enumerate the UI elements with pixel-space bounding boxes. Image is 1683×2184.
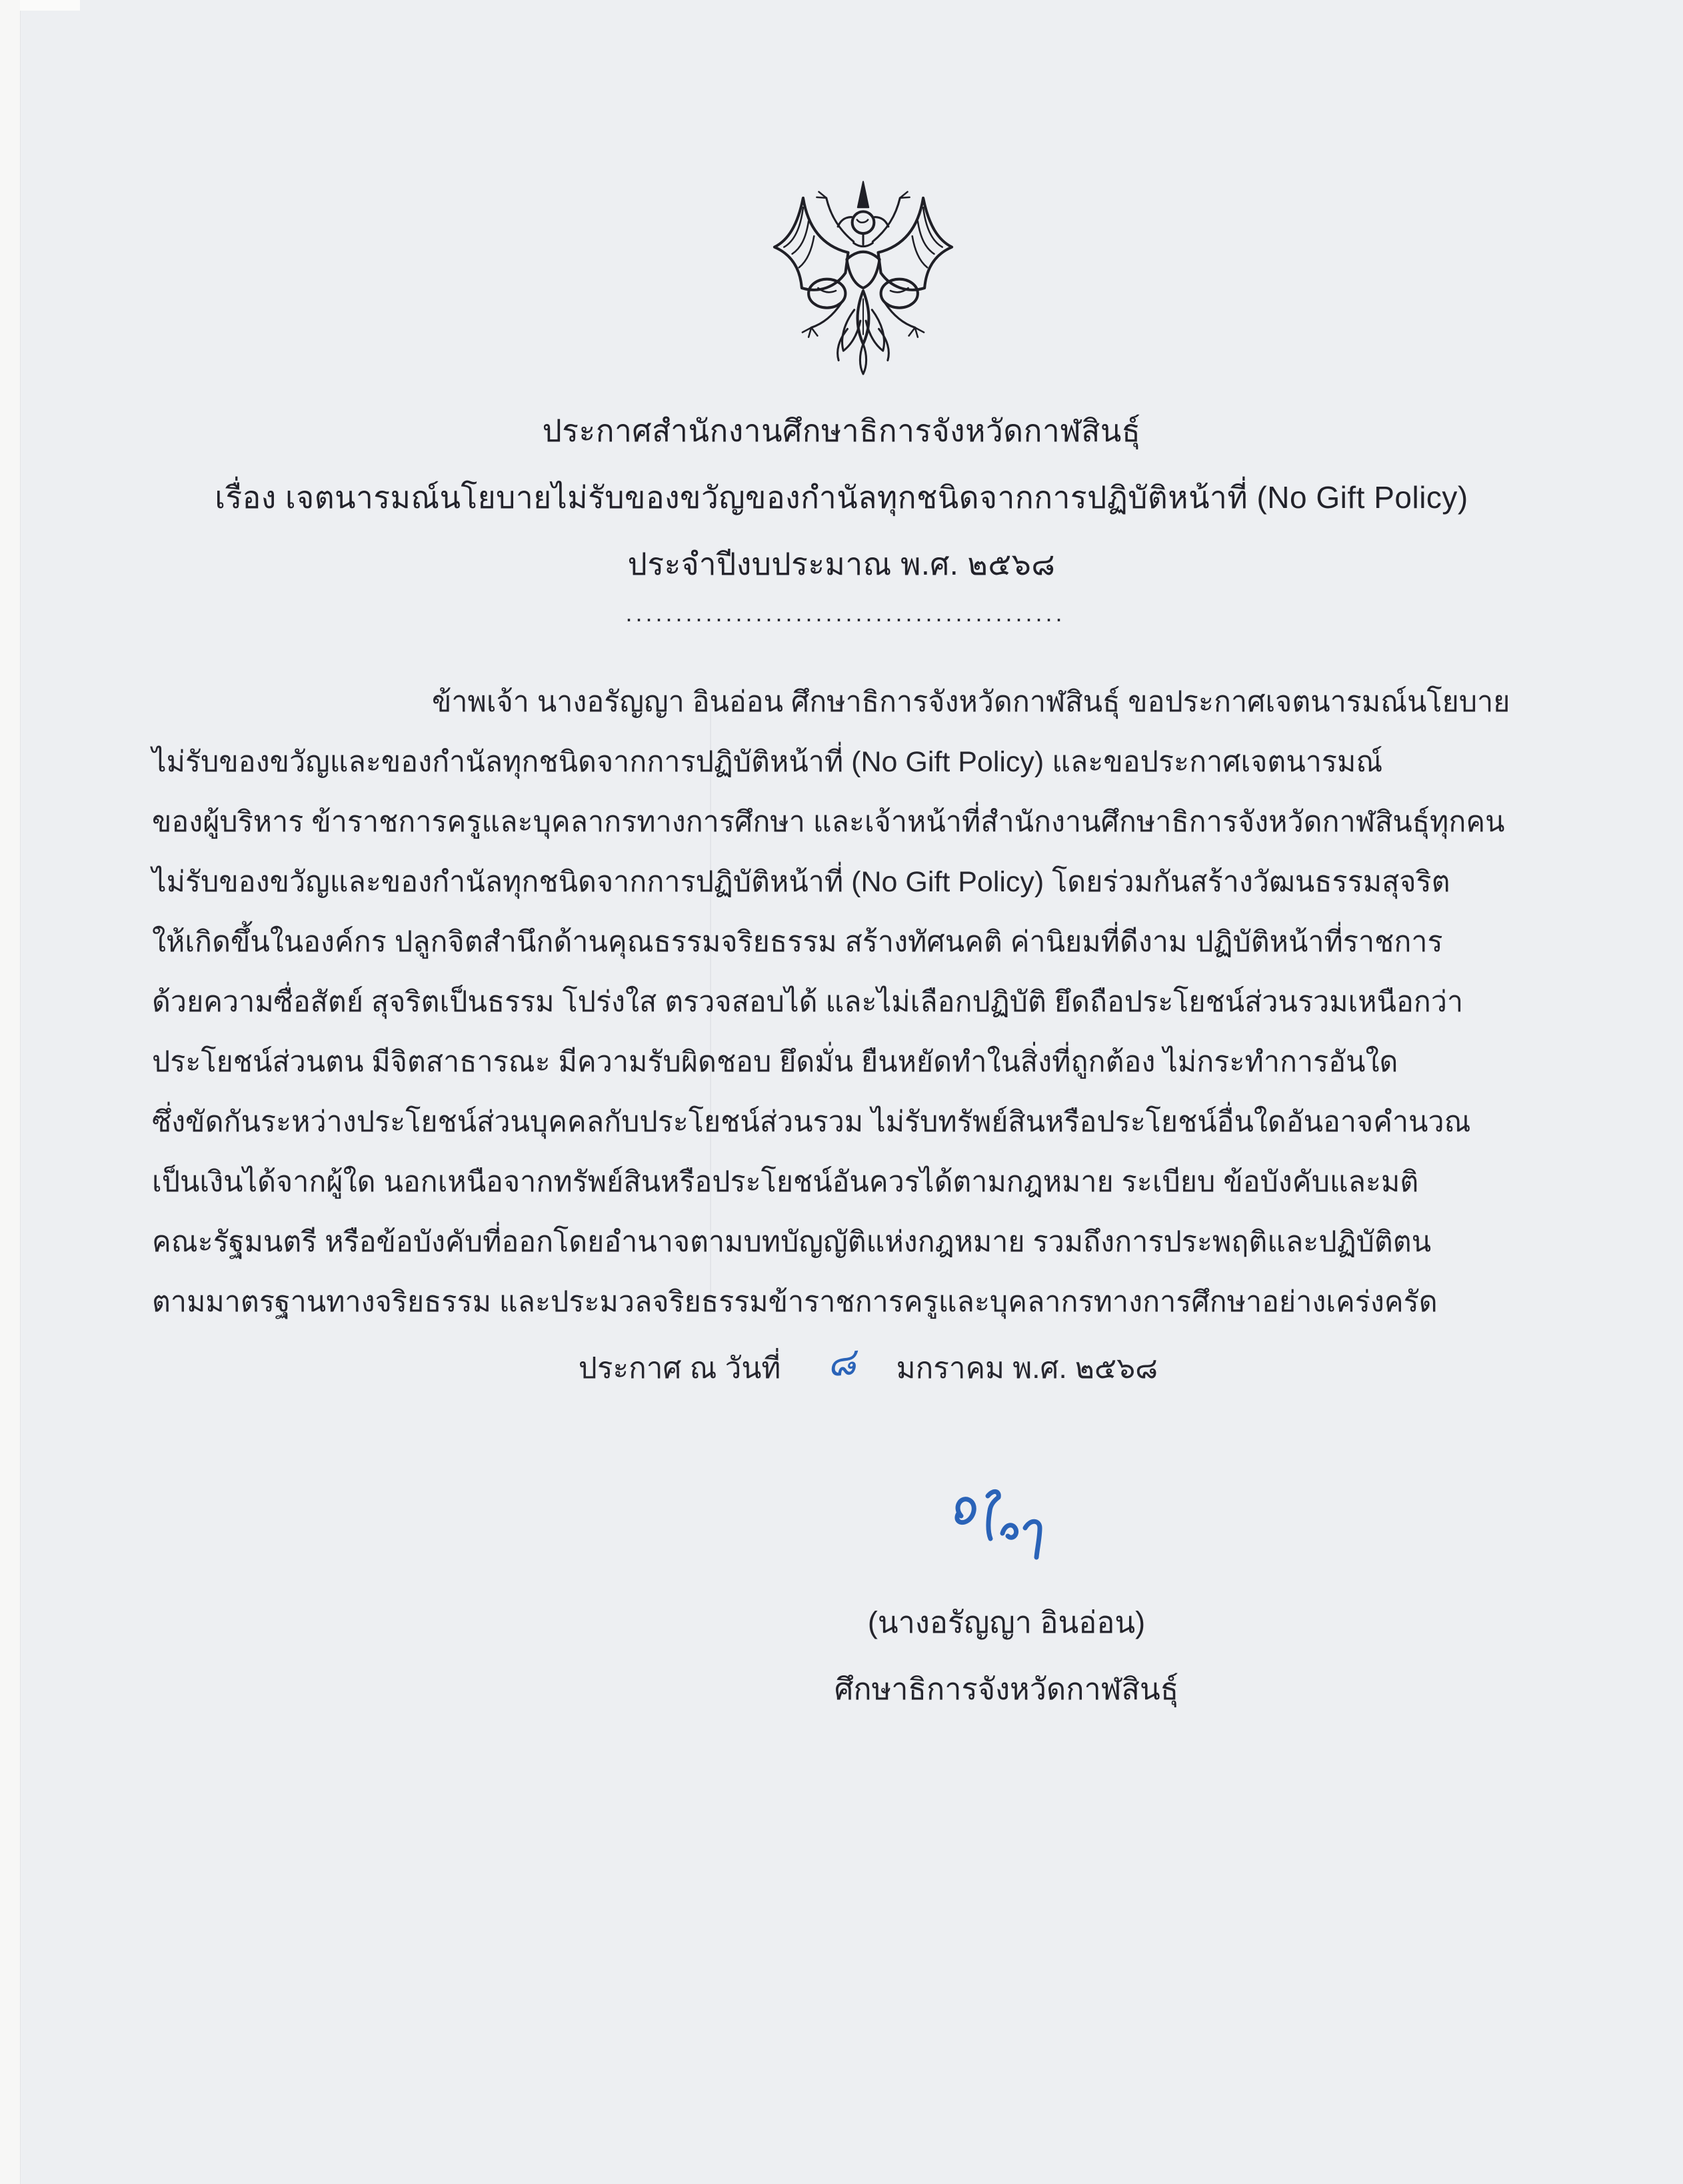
handwritten-signature bbox=[938, 1481, 1065, 1568]
body-line: ประโยชน์ส่วนตน มีจิตสาธารณะ มีความรับผิดชอบ ยึดมั่น ยืนหยัดทำในสิ่งที่ถูกต้อง ไม่กระทำการอันใด bbox=[152, 1046, 1398, 1078]
body-line: ไม่รับของขวัญและของกำนัลทุกชนิดจากการปฏิบัติหน้าที่ (No Gift Policy) โดยร่วมกันสร้างวัฒนธรรมสุจริต bbox=[152, 866, 1450, 898]
body-line: ของผู้บริหาร ข้าราชการครูและบุคลากรทางการศึกษา และเจ้าหน้าที่สำนักงานศึกษาธิการจังหวัดกาฬสินธุ์ทุกคน bbox=[152, 806, 1505, 838]
document-header bbox=[0, 397, 1683, 597]
garuda-emblem-icon bbox=[760, 172, 966, 404]
signature-block bbox=[760, 1599, 1253, 1713]
body-line: เป็นเงินได้จากผู้ใด นอกเหนือจากทรัพย์สินหรือประโยชน์อันควรได้ตามกฎหมาย ระเบียบ ข้อบังคับและมติ bbox=[152, 1166, 1419, 1198]
scan-edge-artifact bbox=[20, 0, 80, 11]
announcement-body bbox=[152, 672, 1568, 1332]
dotted-divider: ............................................ bbox=[625, 599, 1066, 627]
announcement-office-title: ประกาศสำนักงานศึกษาธิการจังหวัดกาฬสินธุ์ bbox=[542, 413, 1141, 448]
body-line: ด้วยความซื่อสัตย์ สุจริตเป็นธรรม โปร่งใส ตรวจสอบได้ และไม่เลือกปฏิบัติ ยึดถือประโยชน์ส่วนรวมเหนือกว่า bbox=[152, 986, 1464, 1018]
signer-name: (นางอรัญญา อินอ่อน) bbox=[867, 1605, 1146, 1639]
signer-title: ศึกษาธิการจังหวัดกาฬสินธุ์ bbox=[834, 1672, 1179, 1706]
body-line: ไม่รับของขวัญและของกำนัลทุกชนิดจากการปฏิบัติหน้าที่ (No Gift Policy) และขอประกาศเจตนารมณ์ bbox=[152, 746, 1383, 778]
proclamation-date-line bbox=[27, 1332, 1683, 1402]
date-suffix-text: มกราคม พ.ศ. ๒๕๖๘ bbox=[896, 1352, 1158, 1385]
body-line: ให้เกิดขึ้นในองค์กร ปลูกจิตสำนึกด้านคุณธรรมจริยธรรม สร้างทัศนคติ ค่านิยมที่ดีงาม ปฏิบัติหน้าที่ราชการ bbox=[152, 926, 1443, 958]
scan-edge-artifact bbox=[0, 0, 21, 2184]
date-prefix-text: ประกาศ ณ วันที่ bbox=[578, 1352, 781, 1385]
body-line: ซึ่งขัดกันระหว่างประโยชน์ส่วนบุคคลกับประโยชน์ส่วนรวม ไม่รับทรัพย์สินหรือประโยชน์อื่นใดอันอาจคำนวณ bbox=[152, 1106, 1471, 1138]
body-line: ข้าพเจ้า นางอรัญญา อินอ่อน ศึกษาธิการจังหวัดกาฬสินธุ์ ขอประกาศเจตนารมณ์นโยบาย bbox=[432, 686, 1510, 718]
handwritten-day-numeral: ๘ bbox=[825, 1339, 858, 1385]
body-line: คณะรัฐมนตรี หรือข้อบังคับที่ออกโดยอำนาจตามบทบัญญัติแห่งกฎหมาย รวมถึงการประพฤติและปฏิบัติตน bbox=[152, 1226, 1432, 1258]
announcement-subject-line: เรื่อง เจตนารมณ์นโยบายไม่รับของขวัญของกำนัลทุกชนิดจากการปฏิบัติหน้าที่ (No Gift Policy) bbox=[215, 480, 1468, 515]
body-line: ตามมาตรฐานทางจริยธรรม และประมวลจริยธรรมข้าราชการครูและบุคลากรทางการศึกษาอย่างเคร่งครัด bbox=[152, 1286, 1438, 1318]
fiscal-year-line: ประจำปีงบประมาณ พ.ศ. ๒๕๖๘ bbox=[627, 547, 1056, 581]
